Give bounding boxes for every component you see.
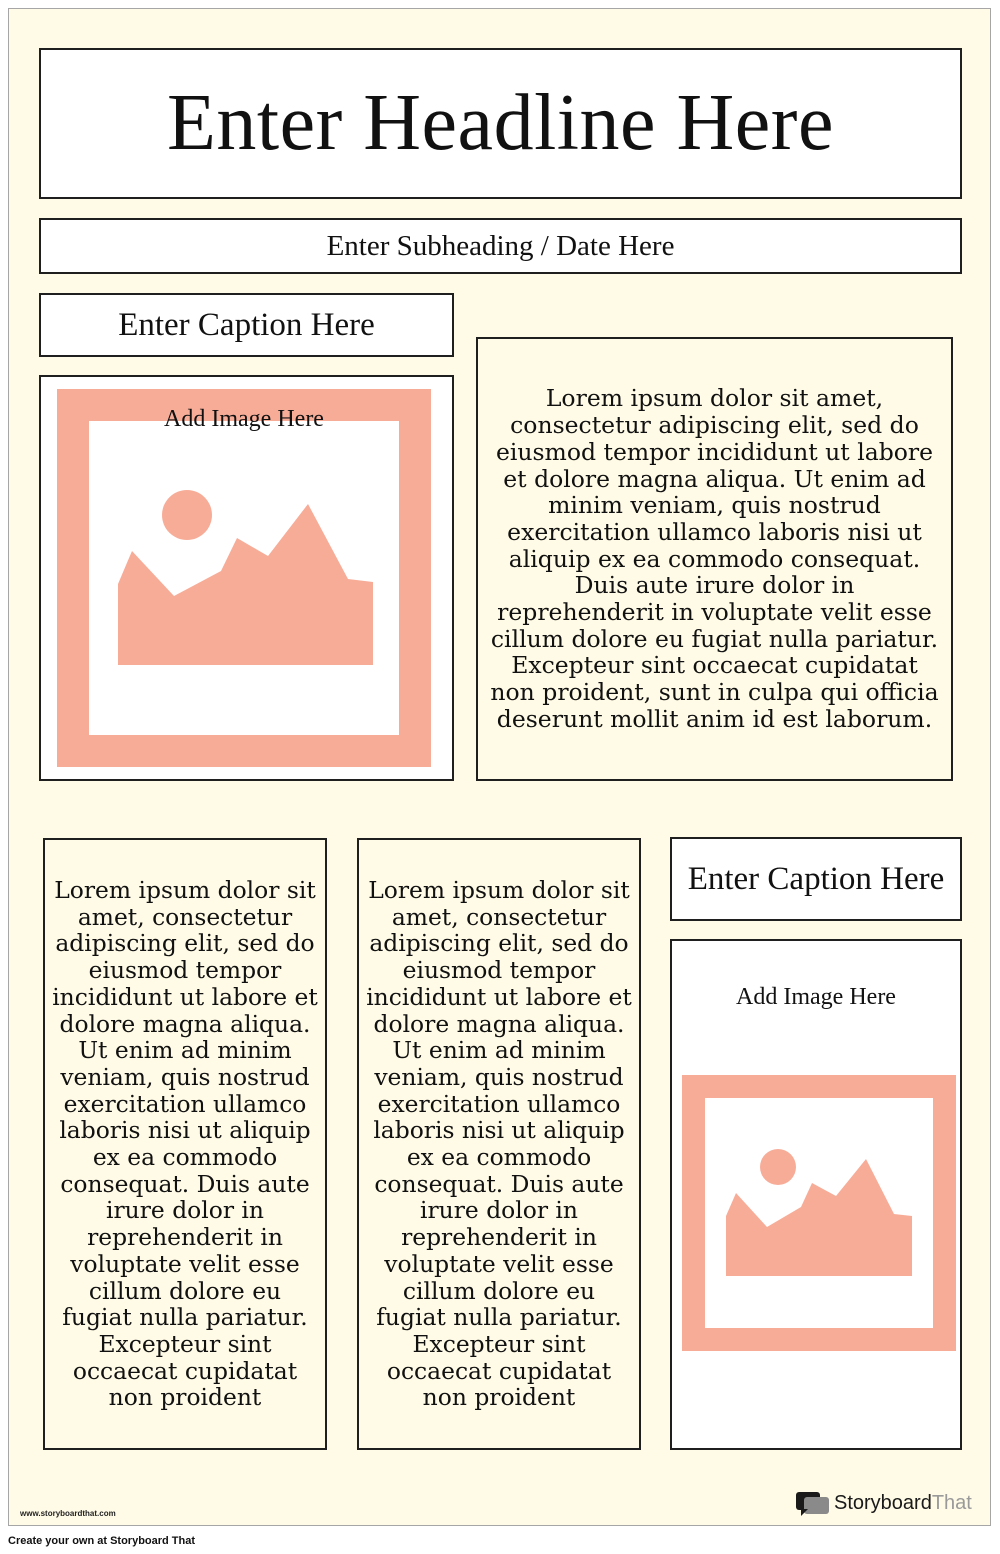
top-caption: Enter Caption Here — [118, 306, 375, 343]
top-image-box[interactable] — [39, 375, 454, 781]
top-article-text: Lorem ipsum dolor sit amet, consectetur adipiscing elit, sed do eiusmod tempor incididunt ut labore et dolore magna aliqua. Ut enim ad minim veniam, quis nostrud exercitation ullamco laboris nisi ut aliquip ex ea commodo consequat. Duis aute irure dolor in reprehenderit in voluptate velit esse cillum dolore eu fugiat nulla pariatur. Excepteur sint occaecat cupidatat non proident, sunt in culpa qui officia deserunt mollit anim id est laborum. — [490, 384, 939, 733]
headline-box[interactable] — [39, 48, 962, 199]
brand-name-part2: That — [931, 1491, 972, 1514]
storyboardthat-logo-icon — [795, 1489, 831, 1517]
bottom-image-box[interactable] — [670, 939, 962, 1450]
footer-url[interactable]: www.storyboardthat.com — [20, 1509, 116, 1518]
brand-name-part1: Storyboard — [834, 1491, 932, 1514]
subheading-box[interactable] — [39, 218, 962, 274]
storyboardthat-brand[interactable] — [795, 1488, 972, 1518]
subheading: Enter Subheading / Date Here — [326, 229, 675, 262]
footer-create-link[interactable]: Create your own at Storyboard That — [8, 1535, 196, 1547]
article-column-1[interactable] — [43, 838, 327, 1450]
article-column-2-text: Lorem ipsum dolor sit amet, consectetur adipiscing elit, sed do eiusmod tempor incididunt ut labore et dolore magna aliqua. Ut enim ad minim veniam, quis nostrud exercitation ullamco laboris nisi ut aliquip ex ea commodo consequat. Duis aute irure dolor in reprehenderit in voluptate velit esse cillum dolore eu fugiat nulla pariatur. Excepteur sint occaecat cupidatat non proident — [366, 876, 632, 1412]
article-column-1-text: Lorem ipsum dolor sit amet, consectetur adipiscing elit, sed do eiusmod tempor incididunt ut labore et dolore magna aliqua. Ut enim ad minim veniam, quis nostrud exercitation ullamco laboris nisi ut aliquip ex ea commodo consequat. Duis aute irure dolor in reprehenderit in voluptate velit esse cillum dolore eu fugiat nulla pariatur. Excepteur sint occaecat cupidatat non proident — [52, 876, 318, 1412]
bottom-caption-box[interactable] — [670, 837, 962, 921]
top-caption-box[interactable] — [39, 293, 454, 357]
top-article-box[interactable] — [476, 337, 953, 781]
article-column-2[interactable] — [357, 838, 641, 1450]
image-placeholder-icon — [116, 489, 376, 669]
top-image-label: Add Image Here — [164, 406, 324, 432]
bottom-caption: Enter Caption Here — [687, 860, 945, 897]
headline: Enter Headline Here — [167, 79, 834, 167]
bottom-image-label: Add Image Here — [736, 984, 896, 1010]
image-placeholder-icon — [724, 1148, 916, 1280]
